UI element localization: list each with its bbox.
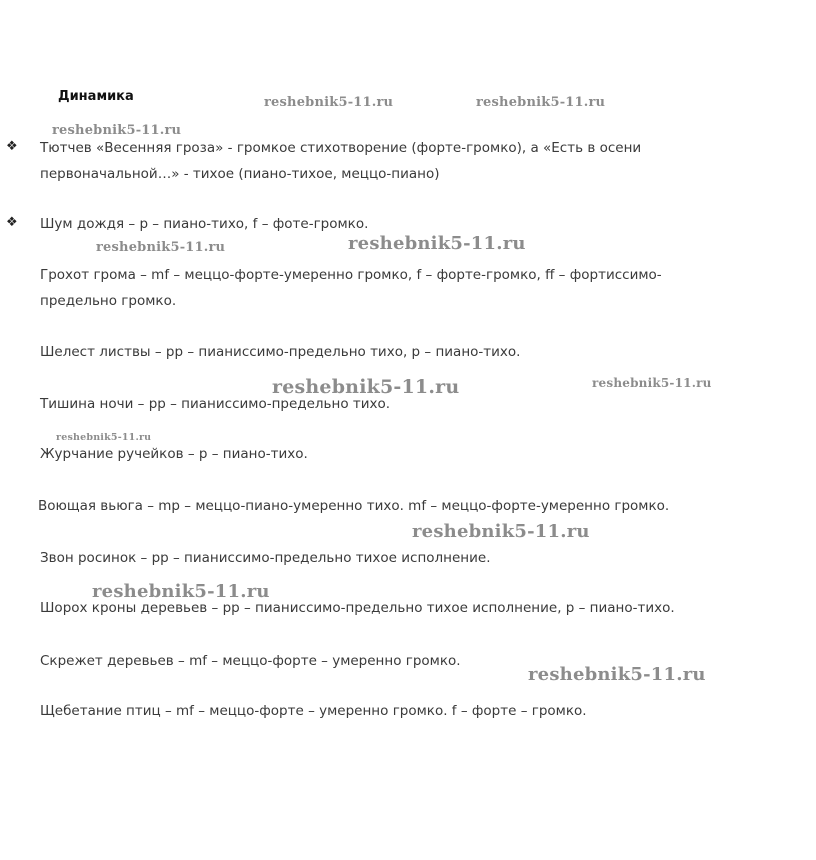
text-line: предельно громко. xyxy=(40,293,177,309)
text-line: Звон росинок – pp – пианиссимо-предельно тихое исполнение. xyxy=(40,550,491,566)
watermark: reshebnik5-11.ru xyxy=(52,123,182,138)
watermark: reshebnik5-11.ru xyxy=(476,95,606,110)
text-line: Грохот грома – mf – меццо-форте-умеренно громко, f – форте-громко, ff – фортиссимо- xyxy=(40,267,662,283)
watermark: reshebnik5-11.ru xyxy=(348,233,526,254)
watermark: reshebnik5-11.ru xyxy=(264,95,394,110)
text-line: первоначальной…» - тихое (пиано-тихое, меццо-пиано) xyxy=(40,166,440,182)
bullet-icon: ❖ xyxy=(6,215,18,230)
section-heading: Динамика xyxy=(58,89,134,104)
text-line: Шум дождя – p – пиано-тихо, f – фоте-громко. xyxy=(40,216,369,232)
text-line: Воющая вьюга – mp – меццо-пиано-умеренно тихо. mf – меццо-форте-умеренно громко. xyxy=(38,498,670,514)
text-line: Шорох кроны деревьев – pp – пианиссимо-предельно тихое исполнение, p – пиано-тихо. xyxy=(40,600,675,616)
watermark: reshebnik5-11.ru xyxy=(528,664,706,685)
bullet-icon: ❖ xyxy=(6,139,18,154)
watermark: reshebnik5-11.ru xyxy=(272,376,460,398)
watermark: reshebnik5-11.ru xyxy=(412,521,590,542)
watermark: reshebnik5-11.ru xyxy=(92,581,270,602)
text-line: Щебетание птиц – mf – меццо-форте – умеренно громко. f – форте – громко. xyxy=(40,703,587,719)
watermark: reshebnik5-11.ru xyxy=(592,376,712,390)
watermark: reshebnik5-11.ru xyxy=(56,432,152,443)
text-line: Скрежет деревьев – mf – меццо-форте – умеренно громко. xyxy=(40,653,461,669)
text-line: Шелест листвы – pp – пианиссимо-предельно тихо, p – пиано-тихо. xyxy=(40,344,521,360)
text-line: Журчание ручейков – p – пиано-тихо. xyxy=(40,446,308,462)
watermark: reshebnik5-11.ru xyxy=(96,240,226,255)
text-line: Тишина ночи – pp – пианиссимо-предельно тихо. xyxy=(40,396,391,412)
text-line: Тютчев «Весенняя гроза» - громкое стихотворение (форте-громко), а «Есть в осени xyxy=(40,140,642,156)
